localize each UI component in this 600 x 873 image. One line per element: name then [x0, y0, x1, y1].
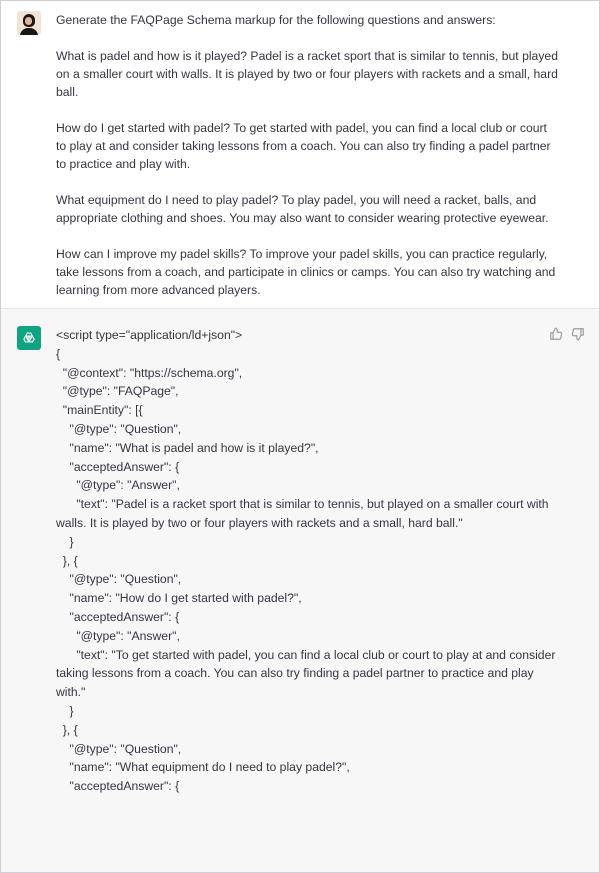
assistant-message-content [56, 326, 599, 872]
feedback-buttons [549, 327, 585, 341]
user-message-intro: Generate the FAQPage Schema markup for the following questions and answers: [56, 13, 496, 27]
assistant-message [1, 308, 599, 872]
user-message-paragraph-4: How can I improve my padel skills? To improve your padel skills, you can practice regularly, take lessons from a coach, and participate in clinics or camps. You can also try watching and learning from more advanced players. [56, 247, 556, 297]
thumbs-up-icon[interactable] [549, 327, 563, 341]
code-block: <script type="application/ld+json"> { "@context": "https://schema.org", "@type": "FAQPage", "mainEntity": [{ "@type": "Question", "name": "What is padel and how is it played?", "acceptedAnswer": { "@type": "Answer", "text": "Padel is a racket sport that is similar to tennis, but played on a smaller court with walls. It is played by two or four players with rackets and a small, hard ball." } }, { "@type": "Question", "name": "How do I get started with padel?", "acceptedAnswer": { "@type": "Answer", "text": "To get started with padel, you can find a local club or court to play at and consider taking lessons from a coach. You can also try finding a padel partner to practice and play with." } }, { "@type": "Question", "name": "What equipment do I need to play padel?", "acceptedAnswer": { [56, 328, 556, 794]
avatar-column [1, 11, 56, 294]
user-avatar [17, 11, 41, 35]
user-message-paragraph-2: How do I get started with padel? To get started with padel, you can find a local club or court to play at and consider taking lessons from a coach. You can also try finding a padel partner to practice and play with. [56, 121, 551, 171]
avatar-body [20, 28, 38, 35]
user-message-paragraph-1: What is padel and how is it played? Padel is a racket sport that is similar to tennis, but played on a smaller court with walls. It is played by two or four players with rackets and a small, hard ball. [56, 49, 558, 99]
thumbs-down-icon[interactable] [571, 327, 585, 341]
openai-logo-icon [17, 326, 41, 350]
avatar-column [1, 326, 56, 872]
avatar-face [25, 17, 32, 25]
user-message [1, 1, 599, 308]
user-message-paragraph-3: What equipment do I need to play padel? To play padel, you will need a racket, balls, and appropriate clothing and shoes. You may also want to consider wearing protective eyewear. [56, 193, 549, 225]
user-message-content [56, 11, 599, 297]
